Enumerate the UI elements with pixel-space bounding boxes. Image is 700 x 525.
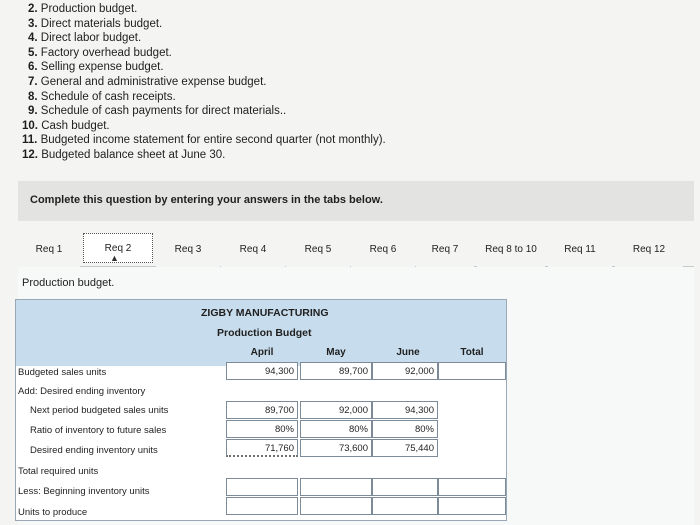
requirements-list (0, 2, 700, 163)
table-title: Production Budget (217, 327, 312, 339)
row-label: Add: Desired ending inventory (18, 386, 146, 397)
requirement-item: 8. Schedule of cash receipts. (28, 90, 176, 103)
requirement-item: 5. Factory overhead budget. (28, 46, 172, 59)
requirement-item: 11. Budgeted income statement for entire second quarter (not monthly). (22, 134, 386, 147)
requirement-item: 3. Direct materials budget. (28, 17, 163, 30)
row-label: Budgeted sales units (18, 367, 107, 378)
input-next-sales-april[interactable]: 89,700 (226, 401, 298, 419)
requirement-item: 12. Budgeted balance sheet at June 30. (22, 148, 226, 161)
requirement-item: 4. Direct labor budget. (28, 32, 142, 45)
row-label: Total required units (18, 466, 99, 477)
tab-req-5[interactable]: Req 5 (286, 231, 350, 267)
instruction-banner: Complete this question by entering your answers in the tabs below. (18, 181, 694, 221)
input-beginning-inv-june[interactable] (372, 497, 438, 515)
row-label: Desired ending inventory units (30, 445, 158, 456)
input-ending-inv-april[interactable]: 71,760 (226, 439, 298, 457)
row-label: Ratio of inventory to future sales (30, 425, 167, 436)
row-label: Next period budgeted sales units (30, 405, 169, 416)
requirement-item: 6. Selling expense budget. (28, 61, 164, 74)
tab-req-12[interactable]: Req 12 (615, 231, 683, 267)
column-header-april: April (250, 347, 274, 358)
section-label: Production budget. (22, 277, 115, 289)
input-beginning-inv-total[interactable] (438, 497, 506, 515)
tab-req-6[interactable]: Req 6 (351, 231, 415, 267)
tab-bar (18, 231, 694, 267)
input-beginning-inv-april[interactable] (226, 497, 298, 515)
tab-req-3[interactable]: Req 3 (156, 231, 220, 267)
requirement-item: 9. Schedule of cash payments for direct materials.. (28, 105, 287, 118)
column-header-june: June (396, 347, 420, 358)
input-next-sales-june[interactable]: 94,300 (372, 401, 438, 419)
requirement-item: 2. Production budget. (28, 3, 138, 15)
input-total-required-april[interactable] (226, 478, 298, 496)
input-ending-inv-june[interactable]: 75,440 (372, 439, 438, 457)
company-name: ZIGBY MANUFACTURING (201, 307, 329, 319)
input-total-required-total[interactable] (438, 478, 506, 496)
input-sales-may[interactable]: 89,700 (300, 362, 372, 380)
input-sales-june[interactable]: 92,000 (372, 362, 438, 380)
row-label: Less: Beginning inventory units (18, 486, 150, 497)
input-total-required-june[interactable] (372, 478, 438, 496)
mouse-cursor-icon: ▲ (110, 253, 119, 263)
input-sales-total[interactable] (438, 362, 506, 380)
tab-req-1[interactable]: Req 1 (18, 231, 80, 267)
input-total-required-may[interactable] (300, 478, 372, 496)
requirement-item: 7. General and administrative expense budget. (28, 75, 267, 88)
tab-req-11[interactable]: Req 11 (548, 231, 612, 267)
tab-req-4[interactable]: Req 4 (221, 231, 285, 267)
tab-req-2[interactable]: Req 2 ▲ (83, 233, 153, 263)
row-label: Units to produce (18, 507, 88, 518)
input-beginning-inv-may[interactable] (300, 497, 372, 515)
input-sales-april[interactable]: 94,300 (226, 362, 298, 380)
input-ending-inv-may[interactable]: 73,600 (300, 439, 372, 457)
tab-req-8-to-10[interactable]: Req 8 to 10 (477, 231, 545, 267)
input-next-sales-may[interactable]: 92,000 (300, 401, 372, 419)
input-ratio-june[interactable]: 80% (372, 420, 438, 438)
input-ratio-may[interactable]: 80% (300, 420, 372, 438)
tab-req-7[interactable]: Req 7 (416, 231, 474, 267)
input-ratio-april[interactable]: 80% (226, 420, 298, 438)
requirement-item: 10. Cash budget. (22, 119, 110, 132)
column-header-may: May (326, 347, 346, 358)
column-header-total: Total (460, 347, 484, 358)
production-budget-table (15, 299, 507, 521)
